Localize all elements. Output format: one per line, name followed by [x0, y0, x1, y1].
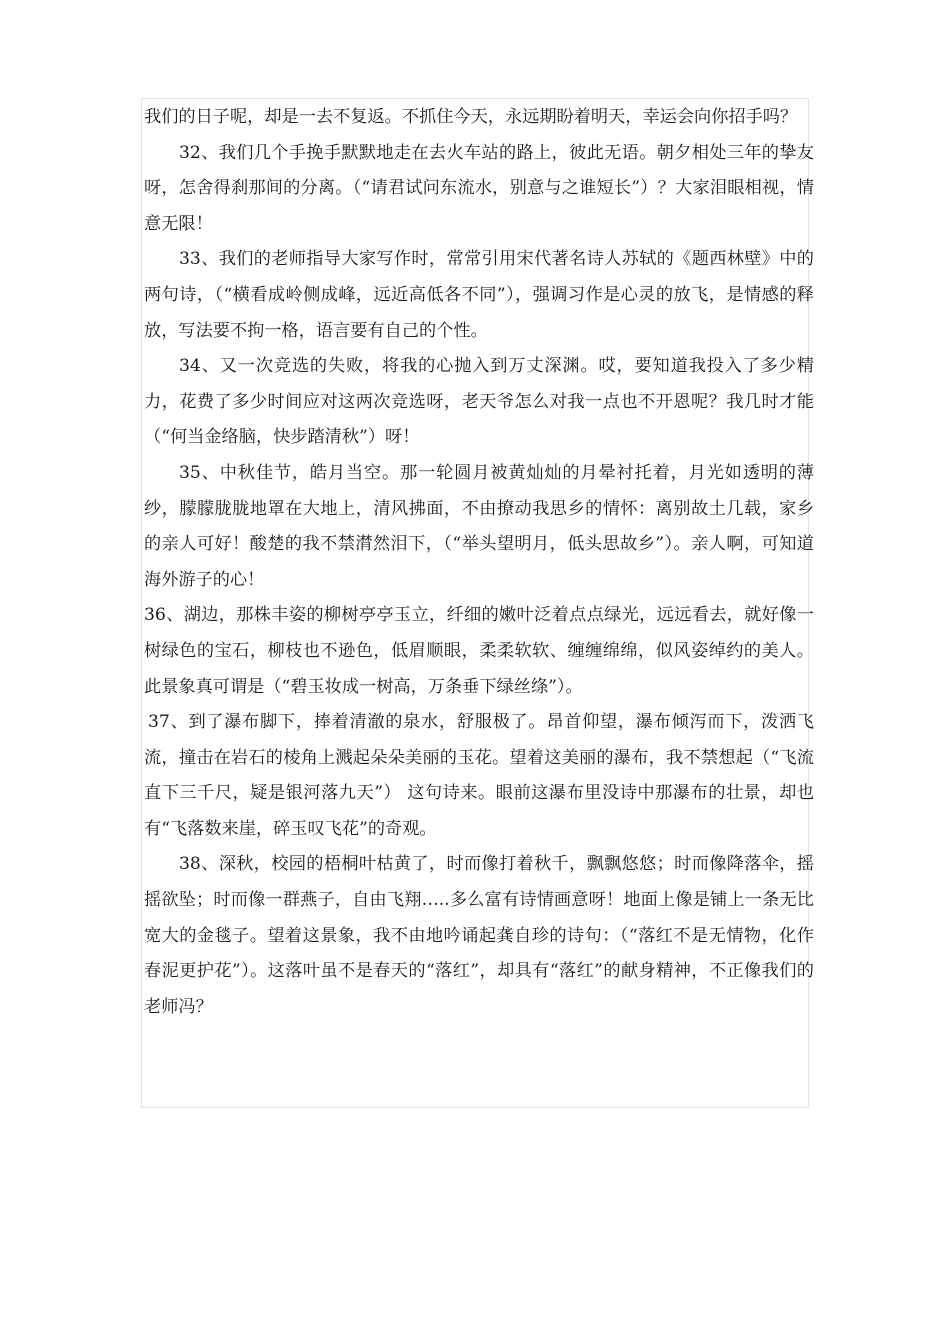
paragraph-38: 38、深秋，校园的梧桐叶枯黄了，时而像打着秋千，飘飘悠悠；时而像降落伞，摇摇欲坠；时而像一群燕子，自由飞翔…..多么富有诗情画意呀！地面上像是铺上一条无比宽大的金毯子。望着这景象，我不由地吟诵起龚自珍的诗句：（“落红不是无情物，化作春泥更护花”）。这落叶虽不是春天的“落红”，却具有“落红”的献身精神，不正像我们的老师冯？ — [144, 854, 814, 1017]
document-body — [144, 100, 814, 1025]
paragraph-33: 33、我们的老师指导大家写作时，常常引用宋代著名诗人苏轼的《题西林壁》中的两句诗，（“横看成岭侧成峰，远近高低各不同”），强调习作是心灵的放飞，是情感的释放，写法要不拘一格，语言要有自己的个性。 — [144, 249, 814, 341]
paragraph-37: 37、到了瀑布脚下，捧着清澈的泉水，舒服极了。昂首仰望，瀑布倾泻而下，泼洒飞流，撞击在岩石的棱角上溅起朵朵美丽的玉花。望着这美丽的瀑布，我不禁想起（“飞流直下三千尺，疑是银河落九天”） 这句诗来。眼前这瀑布里没诗中那瀑布的壮景，却也有“飞落数来崖，碎玉叹飞花”的奇观。 — [144, 712, 814, 839]
paragraph-35: 35、中秋佳节，皓月当空。那一轮圆月被黄灿灿的月晕衬托着，月光如透明的薄纱，朦朦胧胧地罩在大地上，清风拂面，不由撩动我思乡的情怀：离别故土几载，家乡的亲人可好！酸楚的我不禁潸然泪下，（“举头望明月，低头思故乡”）。亲人啊，可知道海外游子的心！ — [144, 462, 814, 590]
paragraph-36: 36、湖边，那株丰姿的柳树亭亭玉立，纤细的嫩叶泛着点点绿光，远远看去，就好像一树绿色的宝石，柳枝也不逊色，低眉顺眼，柔柔软软、缠缠绵绵，似风姿绰约的美人。此景象真可谓是（“碧玉妆成一树高，万条垂下绿丝绦”）。 — [144, 605, 814, 697]
paragraph-34: 34、又一次竞选的失败，将我的心抛入到万丈深渊。哎，要知道我投入了多少精力，花费了多少时间应对这两次竞选呀，老天爷怎么对我一点也不开恩呢？我几时才能（“何当金络脑，快步踏清秋”）呀！ — [144, 356, 814, 448]
paragraph-32: 32、我们几个手挽手默默地走在去火车站的路上，彼此无语。朝夕相处三年的挚友呀，怎舍得刹那间的分离。（“请君试问东流水，别意与之谁短长”）？大家泪眼相视，情意无限！ — [144, 142, 814, 234]
paragraph-31-continued: 我们的日子呢，却是一去不复返。不抓住今天，永远期盼着明天，幸运会向你招手吗？ — [144, 107, 798, 127]
